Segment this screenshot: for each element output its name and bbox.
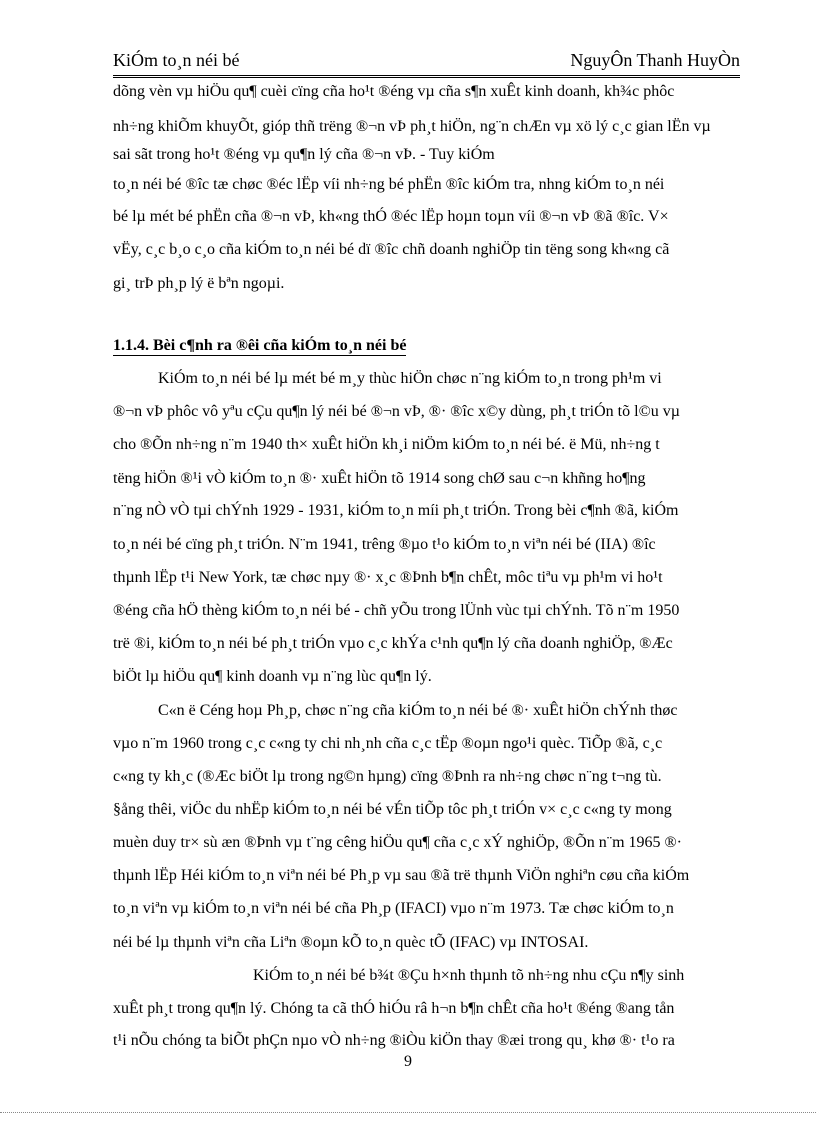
body-line: néi bé lµ thµnh viªn cña Liªn ®oµn kÕ to¸n quèc tÕ (IFAC) vµ INTOSAI.: [113, 934, 589, 951]
body-line: to¸n néi bé ®îc tæ chøc ®éc lËp víi nh÷ng bé phËn ®îc kiÓm tra, nhng kiÓm to¸n néi: [113, 176, 665, 193]
section-heading: 1.1.4. Bèi c¶nh ra ®êi cña kiÓm to¸n néi bé: [113, 337, 407, 354]
body-line: vµo n¨m 1960 trong c¸c c«ng ty chi nh¸nh cña c¸c tËp ®oµn ngo¹i quèc. TiÕp ®ã, c¸c: [113, 735, 663, 752]
body-line: dõng vèn vµ hiÖu qu¶ cuèi cïng cña ho¹t ®éng vµ cña s¶n xuÊt kinh doanh, kh¾c phôc: [113, 83, 675, 100]
body-line: n¨ng nÒ vÒ tµi chÝnh 1929 - 1931, kiÓm to¸n míi ph¸t triÓn. Trong bèi c¶nh ®ã, kiÓm: [113, 502, 679, 519]
body-line: to¸n viªn vµ kiÓm to¸n viªn néi bé cña Ph¸p (IFACI) vµo n¨m 1973. Tæ chøc kiÓm to¸n: [113, 900, 674, 917]
body-line: muèn duy tr× sù æn ®Þnh vµ t¨ng cêng hiÖu qu¶ cña c¸c xÝ nghiÖp, ®Õn n¨m 1965 ®·: [113, 834, 682, 851]
body-line: trë ®i, kiÓm to¸n néi bé ph¸t triÓn vµo c¸c khÝa c¹nh qu¶n lý cña doanh nghiÖp, ®Æc: [113, 635, 673, 652]
header-divider: [113, 75, 740, 78]
body-line: sai sãt trong ho¹t ®éng vµ qu¶n lý cña ®¬n vÞ. - Tuy kiÓm: [113, 146, 495, 163]
body-line: thµnh lËp Héi kiÓm to¸n viªn néi bé Ph¸p vµ sau ®ã trë thµnh ViÖn nghiªn cøu cña kiÓm: [113, 867, 690, 884]
body-line: KiÓm to¸n néi bé lµ mét bé m¸y thùc hiÖn chøc n¨ng kiÓm to¸n trong ph¹m vi: [158, 370, 662, 387]
body-line: biÖt lµ hiÖu qu¶ kinh doanh vµ n¨ng lùc qu¶n lý.: [113, 668, 432, 685]
body-line: t¹i nÕu chóng ta biÕt phÇn nµo vÒ nh÷ng ®iÒu kiÖn thay ®æi trong qu¸ khø ®· t¹o ra: [113, 1032, 675, 1049]
footer-divider: [0, 1112, 816, 1113]
body-line: cho ®Õn nh÷ng n¨m 1940 th× xuÊt hiÖn kh¸i niÖm kiÓm to¸n néi bé. ë Mü, nh÷ng t: [113, 436, 660, 453]
body-line: bé lµ mét bé phËn cña ®¬n vÞ, kh«ng thÓ ®éc lËp hoµn toµn víi ®¬n vÞ ®ã ®îc. V×: [113, 208, 669, 225]
body-line: nh÷ng khiÕm khuyÕt, gióp thñ trëng ®¬n vÞ ph¸t hiÖn, ng¨n chÆn vµ xö lý c¸c gian lËn vµ: [113, 118, 711, 135]
body-line: gi¸ trÞ ph¸p lý ë bªn ngoµi.: [113, 275, 285, 292]
body-line: to¸n néi bé cïng ph¸t triÓn. N¨m 1941, trêng ®µo t¹o kiÓm to¸n viªn néi bé (IIA) ®îc: [113, 536, 656, 553]
page-number: 9: [404, 1053, 412, 1070]
body-line: KiÓm to¸n néi bé b¾t ®Çu h×nh thµnh tõ nh÷ng nhu cÇu n¶y sinh: [253, 967, 685, 984]
header-title: KiÓm to¸n néi bé: [113, 50, 240, 70]
body-line: §ång thêi, viÖc du nhËp kiÓm to¸n néi bé vÉn tiÕp tôc ph¸t triÓn v× c¸c c«ng ty mong: [113, 801, 672, 818]
header-author: NguyÔn Thanh HuyÒn: [570, 50, 740, 70]
body-line: C«n ë Céng hoµ Ph¸p, chøc n¨ng cña kiÓm to¸n néi bé ®· xuÊt hiÖn chÝnh thøc: [158, 702, 678, 719]
body-line: ®¬n vÞ phôc vô yªu cÇu qu¶n lý néi bé ®¬n vÞ, ®· ®îc x©y dùng, ph¸t triÓn tõ l©u vµ: [113, 403, 680, 420]
body-line: tëng hiÖn ®¹i vÒ kiÓm to¸n ®· xuÊt hiÖn tõ 1914 song chØ sau c¬n khñng ho¶ng: [113, 470, 646, 487]
body-line: xuÊt ph¸t trong qu¶n lý. Chóng ta cã thÓ hiÓu râ h¬n b¶n chÊt cña ho¹t ®éng ®ang tån: [113, 1000, 675, 1017]
body-line: ®éng cña hÖ thèng kiÓm to¸n néi bé - chñ yÕu trong lÜnh vùc tµi chÝnh. Tõ n¨m 1950: [113, 602, 680, 619]
body-line: thµnh lËp t¹i New York, tæ chøc nµy ®· x¸c ®Þnh b¶n chÊt, môc tiªu vµ ph¹m vi ho¹t: [113, 569, 663, 586]
body-line: vËy, c¸c b¸o c¸o cña kiÓm to¸n néi bé dï ®îc chñ doanh nghiÖp tin tëng song kh«ng cã: [113, 241, 670, 258]
body-line: c«ng ty kh¸c (®Æc biÖt lµ trong ng©n hµng) cïng ®Þnh ra nh÷ng chøc n¨ng t¬ng tù.: [113, 768, 662, 785]
